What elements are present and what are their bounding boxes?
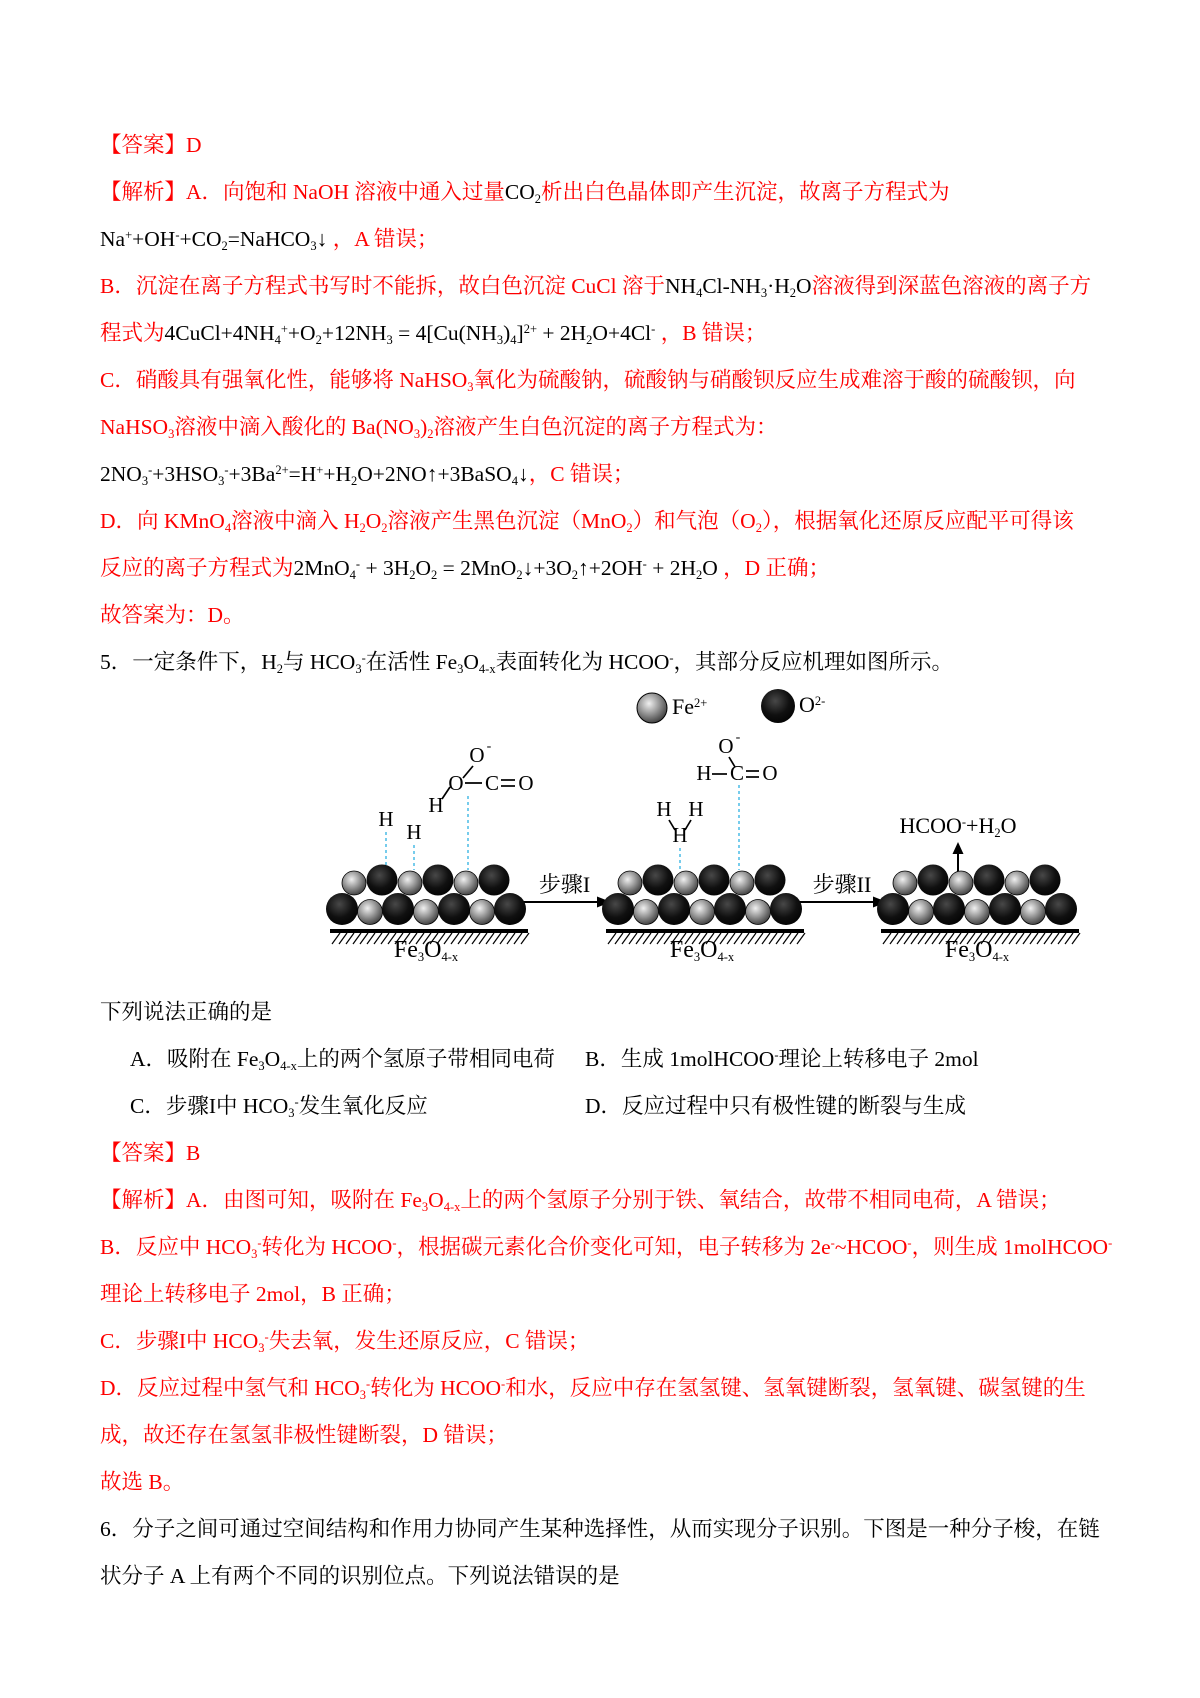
surface-label-1: $Fe_3O_{4-x}$ <box>393 937 459 964</box>
atom-label: H <box>688 797 704 821</box>
option-right: D．反应过程中只有极性键的断裂与生成 <box>585 1094 967 1118</box>
atom-label: H <box>696 761 712 785</box>
atom-label: O <box>469 743 485 767</box>
mechanism-diagram <box>200 686 1200 981</box>
legend-fe-sphere <box>637 693 667 723</box>
text-line: B．反应中 $HCO_3^-$转化为 HCOO-，根据碳元素化合价变化可知，电子转移为 2e-~HCOO-，则生成 1molHCOO- <box>100 1235 1113 1261</box>
o-sphere <box>423 865 454 896</box>
text-line: 5．一定条件下，$H_2$与 $HCO_3^-$在活性 $Fe_3O_{4-x}$表面转化为 HCOO-，其部分反应机理如图所示。 <box>100 650 954 676</box>
o-sphere <box>643 865 674 896</box>
fe-sphere <box>454 871 478 895</box>
fe-sphere <box>358 900 383 925</box>
fe-sphere <box>690 900 715 925</box>
fe-sphere <box>674 871 698 895</box>
text-line <box>100 1083 1130 1130</box>
text-line: 理论上转移电子 2mol，B 正确； <box>100 1282 406 1306</box>
legend-fe-label: $Fe^{2+}$ <box>672 694 708 719</box>
atom-label: O <box>762 761 778 785</box>
text-line: 故答案为：D。 <box>100 603 245 627</box>
text-line: 故选 B。 <box>100 1470 185 1494</box>
text-line <box>100 1036 1130 1083</box>
o-sphere <box>367 865 398 896</box>
hatch-mark <box>507 933 515 944</box>
o-sphere <box>933 893 965 925</box>
text-line: D．向 KMnO$_4$溶液中滴入 $H_2O_2$溶液产生黑色沉淀（MnO$_2$）和气泡$(O_2)$，根据氧化还原反应配平可得该 <box>100 509 1074 535</box>
fe-sphere <box>342 871 366 895</box>
atom-label: O <box>518 771 534 795</box>
bond-lines-panel2 <box>669 757 759 830</box>
fe-sphere <box>893 871 917 895</box>
atom-labels <box>378 730 777 847</box>
atom-label: H <box>672 823 688 847</box>
o-sphere <box>918 865 949 896</box>
text-line: 程式为$4CuCl+4NH_4^++O_2+12NH_3 = 4[Cu(NH_3)_4]^{2+} + 2H_2O+4Cl^-$ ，B 错误； <box>100 321 767 347</box>
fe-sphere <box>965 900 990 925</box>
o-sphere <box>326 893 358 925</box>
o-sphere <box>1030 865 1061 896</box>
o-sphere <box>382 893 414 925</box>
hatch-mark <box>521 933 529 944</box>
hatch-mark <box>883 933 891 944</box>
surface-label-2: $Fe_3O_{4-x}$ <box>669 937 735 964</box>
fe-sphere <box>398 871 422 895</box>
text-line: 【答案】B <box>100 1141 201 1165</box>
atom-label: H <box>406 820 422 844</box>
option-left: A．吸附在 $Fe_3O_{4-x}$上的两个氢原子带相同电荷 <box>130 1047 555 1073</box>
text-line: 【答案】D <box>100 133 202 157</box>
text-line: 状分子 A 上有两个不同的识别位点。下列说法错误的是 <box>100 1564 620 1588</box>
fe-sphere <box>470 900 495 925</box>
o-sphere <box>1045 893 1077 925</box>
step1-label: 步骤I <box>538 872 591 897</box>
fe-sphere <box>634 900 659 925</box>
atom-label: O <box>448 771 464 795</box>
atom-label: H <box>428 793 444 817</box>
option-right: B．生成 1molHCOO-理论上转移电子 2mol <box>585 1047 979 1071</box>
atom-charge: - <box>735 730 741 745</box>
text-block-bottom <box>100 981 1130 1600</box>
hatch-mark <box>783 933 791 944</box>
o-sphere <box>658 893 690 925</box>
hatch-mark <box>790 933 798 944</box>
hatch-mark <box>1065 933 1073 944</box>
text-line: D．反应过程中氢气和 $HCO_3^-$转化为 HCOO-和水，反应中存在氢氢键、氢氧键断裂，氢氧键、碳氢键的生 <box>100 1376 1086 1402</box>
hatch-mark <box>1072 933 1080 944</box>
option-left: C．步骤I中 $HCO_3^-$发生氧化反应 <box>130 1094 428 1120</box>
atom-label: H <box>656 797 672 821</box>
legend-o-sphere <box>761 689 795 723</box>
text-line: 成，故还存在氢氢非极性键断裂，D 错误； <box>100 1423 508 1447</box>
fe-sphere <box>730 871 754 895</box>
hatch-mark <box>332 933 340 944</box>
fe-sphere <box>1021 900 1046 925</box>
step2-label: 步骤II <box>812 872 872 897</box>
surface-label-3: $Fe_3O_{4-x}$ <box>944 937 1010 964</box>
fe-sphere <box>949 871 973 895</box>
atom-label: C <box>729 761 745 785</box>
text-line: C．硝酸具有强氧化性，能够将 NaHSO$_3$氧化为硫酸钠，硫酸钠与硝酸钡反应生成难溶于酸的硫酸钡，向 <box>100 368 1076 394</box>
fe-sphere <box>414 900 439 925</box>
legend-o-label: $O^{2-}$ <box>799 692 826 717</box>
text-line: 【解析】A．由图可知，吸附在 $Fe_3O_{4-x}$上的两个氢原子分别于铁、氧结合，故带不相同电荷，A 错误； <box>100 1188 1061 1214</box>
fe-sphere <box>909 900 934 925</box>
hatch-mark <box>608 933 616 944</box>
atom-label: H <box>378 807 394 831</box>
o-sphere <box>714 893 746 925</box>
product-label: $HCOO^-+H_2O$ <box>899 813 1017 840</box>
surface-clusters <box>326 865 1080 945</box>
text-line: $Na^++OH^-+CO_2=NaHCO_3↓$ ，A 错误； <box>100 227 439 253</box>
fe-sphere <box>746 900 771 925</box>
atom-label: O <box>718 734 734 758</box>
text-line: NaHSO$_3$溶液中滴入酸化的 $Ba(NO_3)_2$溶液产生白色沉淀的离子方程式为： <box>100 415 778 441</box>
text-line: $2NO_3^-+3HSO_3^-+3Ba^{2+}=H^++H_2O+2NO↑+3BaSO_4↓$，C 错误； <box>100 462 635 488</box>
text-line: B．沉淀在离子方程式书写时不能拆，故白色沉淀 CuCl 溶于$NH_4Cl-NH_3\cdot H_2O$溶液得到深蓝色溶液的离子方 <box>100 274 1092 300</box>
fe-sphere <box>1005 871 1029 895</box>
o-sphere <box>989 893 1021 925</box>
text-line: 6．分子之间可通过空间结构和作用力协同产生某种选择性，从而实现分子识别。下图是一种分子梭，在链 <box>100 1517 1100 1541</box>
text-line: C．步骤I中 $HCO_3^-$失去氧，发生还原反应，C 错误； <box>100 1329 590 1355</box>
text-line: 反应的离子方程式为$2MnO_4^- + 3H_2O_2$ = $2MnO_2↓+3O_2↑+2OH^- + 2H_2O$ ，D 正确； <box>100 556 831 582</box>
o-sphere <box>479 865 510 896</box>
text-line: 【解析】A．向饱和 NaOH 溶液中通入过量$CO_2$析出白色晶体即产生沉淀，故离子方程式为 <box>100 180 950 206</box>
atom-label: C <box>484 771 500 795</box>
hatch-mark <box>797 933 805 944</box>
o-sphere <box>755 865 786 896</box>
o-sphere <box>974 865 1005 896</box>
hatch-mark <box>514 933 522 944</box>
o-sphere <box>699 865 730 896</box>
text-block-top <box>100 122 1130 686</box>
hatch-mark <box>1058 933 1066 944</box>
atom-charge: - <box>486 739 492 754</box>
o-sphere <box>438 893 470 925</box>
fe-sphere <box>618 871 642 895</box>
text-line: 下列说法正确的是 <box>100 1000 273 1024</box>
